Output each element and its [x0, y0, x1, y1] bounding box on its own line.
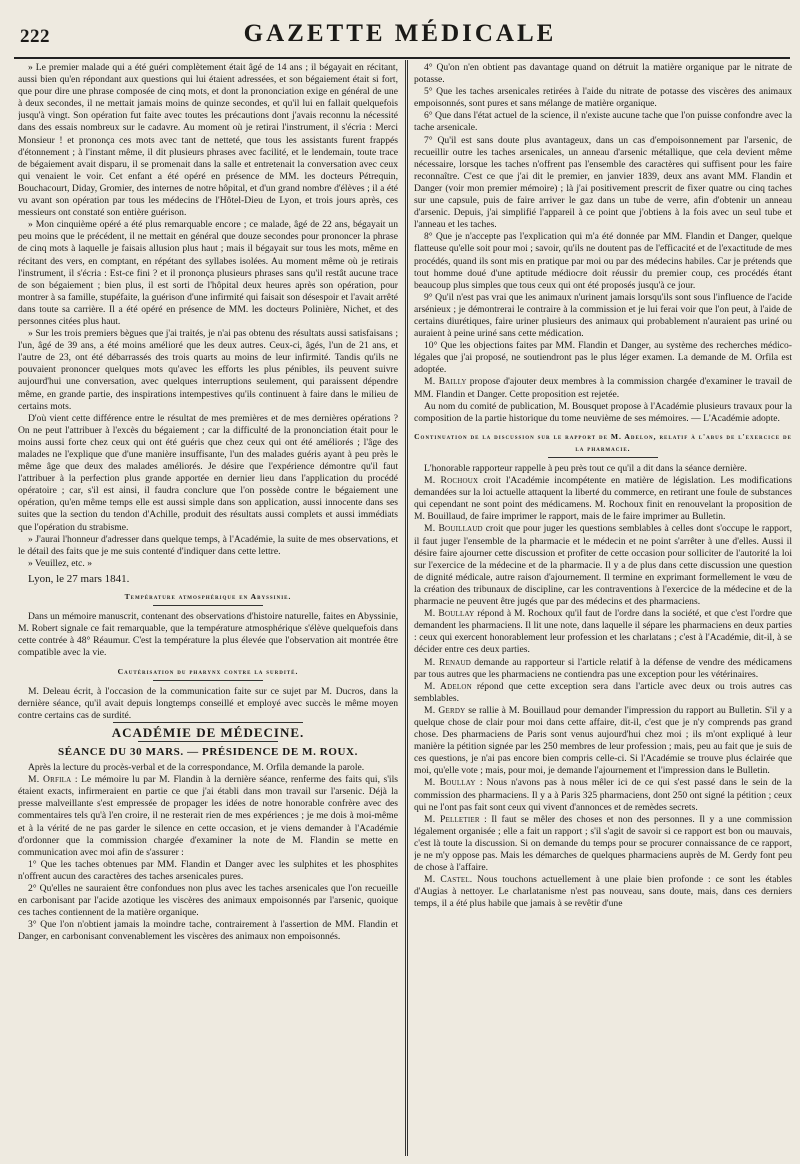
paragraph: 9° Qu'il n'est pas vrai que les animaux n'urinent jamais lorsqu'ils sont sous l'influence de l'acide arsénieux ; je démontrerai le contraire à la commission et je lui ferai voir que l'on peut, à l'aide de certains diurétiques, faire uriner plusieurs des animaux qui probablement n'auraient pas uriné ou auraient à peine uriné sans cette médication.	[414, 291, 792, 340]
paragraph	[414, 608, 792, 656]
paragraph	[414, 475, 792, 523]
paragraph	[414, 523, 792, 608]
paragraph: 4° Qu'on n'en obtient pas davantage quand on détruit la matière organique par le nitrate de potasse.	[414, 62, 792, 86]
speech-text: croit l'Académie incompétente en matière de législation. Les modifications demandées sur la loi actuelle attaquent la liberté du commerce, en retirant une foule de substances qui cependant ne sont point des médicamens. M. Rochoux finit en renouvelant la proposition de M. Bouillaud, de faire imprimer le rapport, mais de le faire imprimer au Bulletin.	[414, 475, 792, 523]
paragraph: » Veuillez, etc. »	[28, 557, 93, 569]
right-column	[414, 62, 792, 1158]
paragraph	[414, 814, 792, 874]
section-heading-text: Température atmosphérique en Abyssinie.	[124, 592, 292, 602]
speaker-name: M. Gerdy	[424, 704, 466, 716]
page-header	[14, 14, 786, 54]
paragraph	[414, 777, 792, 813]
heading-rule	[153, 680, 263, 681]
page-number: 222	[20, 26, 50, 47]
paragraph: » J'aurai l'honneur d'adresser dans quelque temps, à l'Académie, la suite de mes observations, et le détail des faits que je me suis contenté d'indiquer dans cette lettre.	[18, 533, 398, 557]
paragraph	[414, 874, 792, 910]
section-heading	[18, 666, 398, 681]
speaker-name: M. Bouillaud	[424, 523, 483, 535]
speaker-name: M. Bailly	[424, 376, 467, 388]
speech-text: : Le mémoire lu par M. Flandin à la dernière séance, renferme des faits qui, s'ils étaient exacts, infirmeraient en partie ce que j'ai établi dans mon travail sur l'arsenic. Déjà la presse malveillante s'est empressée de propager les idées de notre honorable confrère avec des commentaires tels qu'à l'en croire, il ne resterait rien de mes expériences ; je me dois à moi-même et à la vérité de ne pas garder le silence en cette occasion, et je viens demander à l'Académie d'ordonner que la commission chargée d'examiner la note de M. Flandin se mette en communication avec moi afin de s'assurer :	[18, 774, 398, 858]
speaker-name: M. Renaud	[424, 656, 471, 668]
speaker-name: M. Orfila	[28, 774, 72, 786]
header-rule	[14, 57, 790, 59]
section-heading-text: Cautérisation du pharynx contre la surdité.	[117, 666, 299, 676]
heading-rule	[153, 605, 263, 606]
paragraph: Après la lecture du procès-verbal et de la correspondance, M. Orfila demande la parole.	[28, 762, 365, 774]
speech-text: se rallie à M. Bouillaud pour demander l'impression du rapport au Bulletin. S'il y a quelque chose de clair pour moi dans cette affaire, dit-il, c'est que je n'y comprends pas grand chose. Des pharmaciens de Paris sont venus aujourd'hui chez moi ; ils m'ont expliqué à leur manière la pétition signée par les 250 membres de leur profession ; mais, peu au fait que je suis de ces questions, je n'ai pas encore bien compris celle-ci. Si l'Académie se trouve plus éclairée que moi, qu'elle vote ; mais, pour moi, je demande l'ajournement et l'impression dans le Bulletin.	[414, 704, 792, 777]
speech-text: : Nous n'avons pas à nous mêler ici de ce qui s'est passé dans le sein de la commission des pharmaciens. Il y a à Paris 325 pharmaciens, dont 250 ont signé la pétition ; ceux qui ne l'ont pas fait sont ceux qui vivent d'annonces et de remèdes secrets.	[414, 777, 792, 813]
dateline: Lyon, le 27 mars 1841.	[28, 572, 130, 585]
paragraph: 7° Qu'il est sans doute plus avantageux, dans un cas d'empoisonnement par l'arsenic, de recueillir outre les taches arsenicales, un anneau d'arsenic métallique, que cela devient même nécessaire, lorsque les taches n'offrent pas l'ensemble des caractères qui suffisent pour les faire reconnaître. C'est ce que j'ai dit le premier, en janvier 1839, deux ans avant MM. Flandin et Danger (voir mon premier mémoire) ; là j'ai positivement prescrit de fixer quatre ou cinq taches sur une capsule, puis de faire arriver le gaz dans un tube de verre, afin d'obtenir un anneau d'arsenic. Depuis, j'ai simplifié l'appareil à ce point que j'obtiens à la fois avec un seul tube et l'anneau et les taches.	[414, 134, 792, 231]
speaker-name: M. Castel	[424, 874, 470, 886]
paragraph: 6° Que dans l'état actuel de la science, il n'existe aucune tache que l'on puisse confondre avec la tache arsenicale.	[414, 110, 792, 134]
masthead-title: GAZETTE MÉDICALE	[243, 20, 557, 47]
paragraph: 2° Qu'elles ne sauraient être confondues non plus avec les taches arsenicales que l'on recueille en carbonisant par l'acide azotique les viscères des animaux empoisonnés par l'arsenic, quoique ces taches contiennent de la matière organique.	[18, 883, 398, 919]
speaker-name: M. Adelon	[424, 680, 472, 692]
section-heading-text: Continuation de la discussion sur le rapport de M. Adelon, relatif à l'abus de l'exercice de la pharmacie.	[414, 431, 792, 453]
speech-text: répond que cette exception sera dans l'article avec deux ou trois autres cas semblables.	[414, 680, 792, 704]
speaker-name: M. Boullay	[424, 608, 475, 620]
speech-text: . Nous touchons actuellement à une plaie bien profonde : ce sont les étables d'Augias à nettoyer. Le charlatanisme n'est pas nouveau, sans doute, mais, dans ces derniers temps, il a été plus habile que jamais à se revêtir d'une	[414, 874, 792, 910]
seance-rule	[138, 741, 278, 742]
paragraph: M. Deleau écrit, à l'occasion de la communication faite sur ce sujet par M. Ducros, dans la dernière séance, qu'il avait depuis longtemps conseillé et employé avec succès le même moyen contre certains cas de surdité.	[18, 685, 398, 721]
paragraph: L'honorable rapporteur rappelle à peu près tout ce qu'il a dit dans la séance dernière.	[424, 463, 747, 474]
speaker-name: M. Boullay	[424, 777, 476, 789]
paragraph	[18, 774, 398, 859]
seance-heading: SÉANCE DU 30 MARS. — PRÉSIDENCE DE M. ROUX.	[58, 745, 358, 758]
paragraph: 1° Que les taches obtenues par MM. Flandin et Danger avec les sulphites et les phosphites n'offrent aucun des caractères des taches arsenicales pures.	[18, 858, 398, 882]
paragraph: » Mon cinquième opéré a été plus remarquable encore ; ce malade, âgé de 22 ans, bégayait un peu moins que le précédent, il ne mettait en général que douze secondes pour prononcer la phrase de cinq mots à laquelle je faisais allusion plus haut ; mais il bégayait sur tous les mots, même en récitant des vers, en comptant, en répétant des syllabes isolées. Au moment même où je retirais l'instrument, il s'écria : Est-ce fini ? et il prononça plusieurs phrases sans qu'il restât aucune trace de son bégaiement ; bien plus, il est sorti de l'hôpital deux heures après son opération, pour montrer à sa famille, stupéfaite, la guérison d'une infirmité qui faisait son désespoir et l'avait arrêté dans toute sa carrière. Il a été opéré en présence de MM. les docteurs Polinière, Nichet, et des personnes citées plus haut.	[18, 219, 398, 327]
paragraph	[414, 705, 792, 778]
speaker-name: M. Rochoux	[424, 475, 479, 487]
paragraph: 3° Que l'on n'obtient jamais la moindre tache, contrairement à l'assertion de MM. Flandin et Danger, en carbonisant convenablement les viscères des animaux non empoisonnés.	[18, 919, 398, 943]
speech-text: croit que pour juger les questions semblables à celles dont s'occupe le rapport, il faut juger l'ensemble de la pharmacie et le médecin et ne point s'arrêter à une d'elles. Aussi il désire faire ajourner cette discussion et profiter de cette occasion pour solliciter de l'autorité la loi sur l'exercice de la médecine et de la pharmacie. Il y a de plus dans cette discussion une question de dignité médicale, autre raison d'ajournement. Il termine en exprimant formellement le vœu de la création des tribunaux de discipline, car les contraventions à l'exercice de la médecine et de la pharmacie ne peuvent être jugés que par des médecins et des pharmaciens.	[414, 523, 792, 608]
paragraph: Au nom du comité de publication, M. Bousquet propose à l'Académie plusieurs travaux pour la composition de la partie historique du tome neuvième de ses mémoires. — L'Académie adopte.	[414, 400, 792, 424]
paragraph: 10° Que les objections faites par MM. Flandin et Danger, au système des recherches médico-légales que j'ai proposé, ne soutiendront pas le plus léger examen. La demande de M. Orfila est adoptée.	[414, 340, 792, 376]
paragraph: 8° Que je n'accepte pas l'explication qui m'a été donnée par MM. Flandin et Danger, quelque flatteuse qu'elle soit pour moi ; savoir, qu'ils ne doutent pas de l'efficacité et de l'exactitude de mes procédés, quand ils sont mis en pratique par moi ou par des médecins habiles. Car je prétends que tout homme doué d'une aptitude médiocre doit réussir du premier coup, ces procédés étant beaucoup plus simples que tous ceux qui ont été proposés jusqu'à ce jour.	[414, 231, 792, 291]
paragraph: » Sur les trois premiers bègues que j'ai traités, je n'ai pas obtenu des résultats aussi satisfaisans ; l'un, âgé de 39 ans, a été moins amélioré que les deux autres. Ceux-ci, âgés, l'un de 21 ans, et l'autre de 23, ont été débarrassés des trois quarts au moins de leur infirmité. Tandis qu'ils ne pouvaient prononcer quelques mots qu'avec les efforts les plus pénibles, ils peuvent suivre aujourd'hui une conversation, avec quelques interruptions seulement, qui paraissent dépendre même, en grande partie, des inspirations intempestives qu'ils continuent à faire dans le milieu de certains mots.	[18, 328, 398, 412]
academie-rule	[113, 722, 303, 723]
left-column	[18, 62, 398, 1158]
section-heading	[414, 431, 792, 458]
heading-rule	[548, 457, 658, 458]
speech-text: répond à M. Rochoux qu'il faut de l'ordre dans la société, et que c'est l'ordre que demandent les pharmaciens. Il lit une note, dans laquelle il sépare les pharmaciens en deux parties : ceux qui exercent honorablement leur profession et les charlatans ; c'est à l'Académie, dit-il, à se décider entre ces deux parties.	[414, 608, 792, 656]
speech-text: propose d'ajouter deux membres à la commission chargée d'examiner le travail de MM. Flandin et Danger. Cette proposition est rejetée.	[414, 376, 792, 400]
paragraph	[414, 657, 792, 681]
speech-text: demande au rapporteur si l'article relatif à la défense de vendre des médicamens par tous autres que les pharmaciens ne contiendra pas une exception pour les vétérinaires.	[414, 656, 792, 680]
academie-heading: ACADÉMIE DE MÉDECINE.	[111, 724, 305, 740]
paragraph: 5° Que les taches arsenicales retirées à l'aide du nitrate de potasse des viscères des animaux empoisonnés, sont pures et sans mélange de matière organique.	[414, 86, 792, 110]
paragraph: » Le premier malade qui a été guéri complètement était âgé de 14 ans ; il bégayait en récitant, aussi bien qu'en répondant aux questions qui lui étaient adressées, et son bégaiement était si fort, que pour dire une phrase composée de cinq mots, et dont la prononciation exige en général de une à deux secondes, il ne mettait jamais moins de quinze secondes, et qu'il lui en fallait quelquefois jusqu'à vingt. Son opération fut faite avec toutes les précautions dont j'avais reconnu la nécessité dans des essais nombreux sur le cadavre. Au moment où je retirai l'instrument, il s'écria : Merci Monsieur ! et prononça ces mots avec tant de netteté, que tous les assistants furent frappés d'étonnement ; à l'instant même, il dit plusieurs phrases avec facilité, et le lendemain, toute trace de bégaiement avait disparu, il se promenait dans la salle et entretenait la conversation avec ceux qui venaient le voir. Cet enfant a été opéré en présence de MM. les docteurs Pétrequin, Bouchacourt, Diday, Gromier, des internes de notre hôpital, et d'un grand nombre d'élèves ; il a été vu avant son opération par tous les médecins de l'Hôtel-Dieu de Lyon, et trois jours après, ces messieurs ont constaté son entière guérison.	[18, 62, 398, 219]
speaker-name: M. Pelletier	[424, 813, 480, 825]
section-heading	[18, 591, 398, 606]
paragraph	[414, 681, 792, 705]
paragraph: Dans un mémoire manuscrit, contenant des observations d'histoire naturelle, faites en Abyssinie, M. Robert signale ce fait remarquable, que la température atmosphérique s'élève quelquefois dans cette contrée à 48° Réaumur. C'est la température la plus élevée que l'observation ait montrée être compatible avec la vie.	[18, 611, 398, 659]
paragraph: D'où vient cette différence entre le résultat de mes premières et de mes dernières opérations ? On ne peut l'attribuer à l'excès du bégaiement ; car la difficulté de la prononciation était pour le moins aussi forte chez ceux qui ont été guéris que chez ceux qui ont été améliorés ; l'âge des malades ne l'explique que d'une manière insuffisante, l'un des malades guéris ayant à peu près le même âge que deux des malades améliorés. Je désire que l'expérience démontre qu'il faut l'attribuer à la perfection plus grande apportée en dernier lieu dans l'application du procédé opératoire ; car, s'il est ainsi, il faudra conclure que l'on possède contre le bégaiement une opération, qu'en même temps elle est aussi simple dans son application, aussi innocente dans ses suites que la section du tendon d'Achille, produit des résultats aussi complets et aussi immédiats que l'opération du strabisme.	[18, 412, 398, 533]
speech-text: : Il faut se mêler des choses et non des personnes. Il y a une commission légalement organisée ; elle a fait un rapport ; s'il s'agit de savoir si ce rapport est bon ou mauvais, c'est là toute la discussion. Si on demande du temps pour se procurer connaissance de ce rapport, je ne m'y oppose pas. Mais les démarches de quelques pharmaciens auprès de M. Gerdy font peu de chose à l'affaire.	[414, 813, 792, 874]
column-divider	[405, 60, 408, 1156]
paragraph	[414, 376, 792, 400]
